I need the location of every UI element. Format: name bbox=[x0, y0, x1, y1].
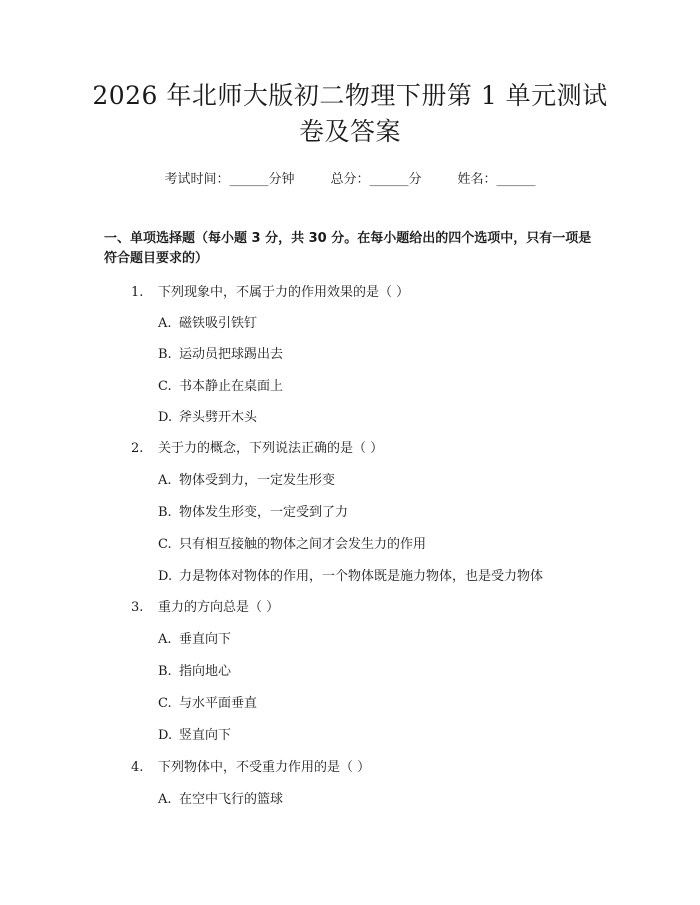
option-label: A. bbox=[158, 792, 172, 807]
document-title bbox=[60, 78, 640, 150]
q4-option-a bbox=[158, 791, 283, 809]
q1-option-a bbox=[158, 315, 257, 333]
question-number: 2. bbox=[131, 441, 144, 456]
option-label: D. bbox=[158, 410, 173, 425]
option-text: 运动员把球踢出去 bbox=[179, 347, 284, 362]
question-4 bbox=[131, 759, 370, 777]
option-text: 物体发生形变，一定受到了力 bbox=[179, 505, 349, 520]
option-label: C. bbox=[158, 696, 172, 711]
student-name-field: 姓名：______ bbox=[457, 172, 536, 187]
question-1 bbox=[131, 284, 409, 302]
question-text: 重力的方向总是（ ） bbox=[158, 600, 280, 615]
q3-option-c bbox=[158, 695, 257, 713]
q3-option-a bbox=[158, 631, 231, 649]
q1-option-c bbox=[158, 378, 283, 396]
q2-option-d bbox=[158, 568, 543, 586]
exam-time-field: 考试时间：______分钟 bbox=[164, 172, 295, 187]
q2-option-b bbox=[158, 504, 348, 522]
option-text: 只有相互接触的物体之间才会发生力的作用 bbox=[179, 537, 427, 552]
option-text: 在空中飞行的篮球 bbox=[179, 792, 284, 807]
question-number: 4. bbox=[131, 760, 144, 775]
option-text: 力是物体对物体的作用，一个物体既是施力物体，也是受力物体 bbox=[179, 569, 544, 584]
option-label: B. bbox=[158, 664, 172, 679]
option-text: 磁铁吸引铁钉 bbox=[179, 316, 258, 331]
option-text: 垂直向下 bbox=[179, 632, 232, 647]
option-label: B. bbox=[158, 505, 172, 520]
option-label: A. bbox=[158, 473, 172, 488]
option-label: D. bbox=[158, 728, 173, 743]
total-score-field: 总分：______分 bbox=[330, 172, 422, 187]
question-text: 下列现象中，不属于力的作用效果的是（ ） bbox=[158, 285, 410, 300]
option-label: A. bbox=[158, 632, 172, 647]
question-text: 关于力的概念，下列说法正确的是（ ） bbox=[158, 441, 384, 456]
option-text: 书本静止在桌面上 bbox=[179, 379, 284, 394]
option-text: 斧头劈开木头 bbox=[179, 410, 258, 425]
option-label: B. bbox=[158, 347, 172, 362]
question-number: 1. bbox=[131, 285, 144, 300]
question-number: 3. bbox=[131, 600, 144, 615]
option-text: 竖直向下 bbox=[179, 728, 232, 743]
option-text: 物体受到力，一定发生形变 bbox=[179, 473, 336, 488]
option-label: A. bbox=[158, 316, 172, 331]
title-line-1: 2026 年北师大版初二物理下册第 1 单元测试 bbox=[92, 81, 608, 110]
question-3 bbox=[131, 599, 279, 617]
q1-option-d bbox=[158, 409, 257, 427]
section-heading: 一、单项选择题（每小题 3 分，共 30 分。在每小题给出的四个选项中，只有一项是符合题目要求的） bbox=[104, 231, 592, 266]
question-2 bbox=[131, 440, 383, 458]
option-label: C. bbox=[158, 537, 172, 552]
option-label: D. bbox=[158, 569, 173, 584]
option-text: 指向地心 bbox=[179, 664, 232, 679]
q1-option-b bbox=[158, 346, 283, 364]
title-line-2: 卷及答案 bbox=[298, 117, 401, 146]
exam-meta bbox=[0, 168, 700, 187]
q2-option-a bbox=[158, 472, 335, 490]
q3-option-b bbox=[158, 663, 231, 681]
q2-option-c bbox=[158, 536, 426, 554]
option-label: C. bbox=[158, 379, 172, 394]
q3-option-d bbox=[158, 727, 231, 745]
question-text: 下列物体中，不受重力作用的是（ ） bbox=[158, 760, 371, 775]
option-text: 与水平面垂直 bbox=[179, 696, 258, 711]
